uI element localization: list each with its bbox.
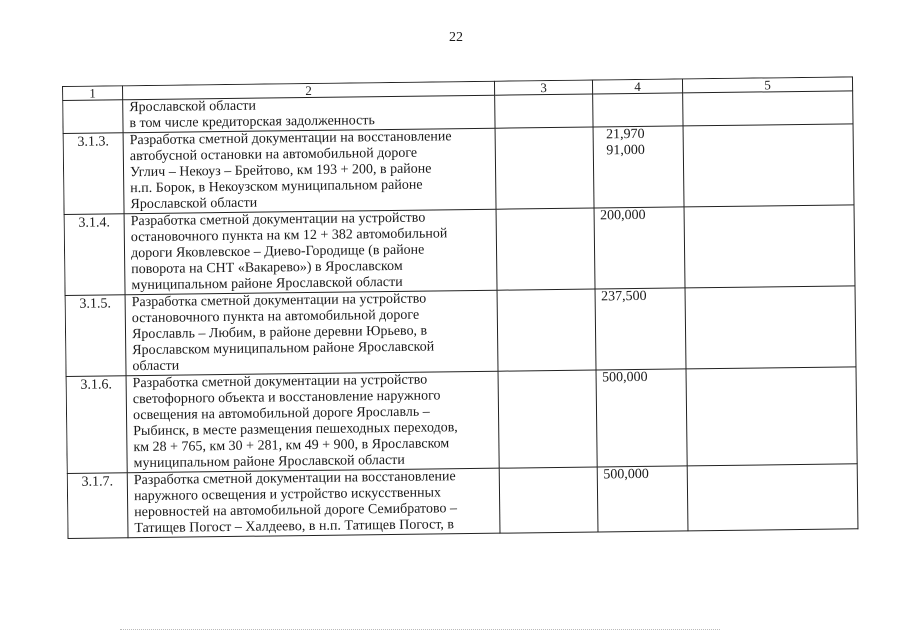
row-col3 xyxy=(498,370,597,468)
row-col5 xyxy=(686,367,857,466)
amount-value: 91,000 xyxy=(606,142,645,159)
row-col4 xyxy=(595,288,686,370)
row-number: 3.1.3. xyxy=(63,133,124,215)
table-row xyxy=(65,286,856,377)
row-col5 xyxy=(684,205,855,288)
description-line: Разработка сметной документации на устройство xyxy=(130,210,426,230)
description-line: дороги Яковлевское – Диево-Городище (в районе xyxy=(130,242,425,262)
row-number: 3.1.6. xyxy=(66,376,127,474)
description-line: Углич – Некоуз – Брейтово, км 193 + 200, в районе xyxy=(129,161,432,181)
row-description xyxy=(124,209,497,295)
row-number: 3.1.5. xyxy=(65,295,126,377)
header-col-5: 5 xyxy=(682,77,852,93)
description-line: автобусной остановки на автомобильной дороге xyxy=(129,145,418,165)
row-description xyxy=(123,95,495,133)
scan-artifact-divider xyxy=(120,629,720,634)
page-number: 22 xyxy=(449,30,463,45)
amount-value: 500,000 xyxy=(602,369,648,386)
table-row xyxy=(66,367,857,474)
row-description xyxy=(126,371,499,473)
description-line: н.п. Борок, в Некоузском муниципальном районе xyxy=(130,177,423,197)
description-line: Татищев Погост – Халдеево, в н.п. Татищев Погост, в xyxy=(134,517,455,537)
row-col5 xyxy=(683,124,854,207)
description-line: Ярославской области xyxy=(130,195,258,213)
row-col3 xyxy=(499,467,598,533)
row-col5 xyxy=(685,286,856,369)
debt-value: 21,970 xyxy=(606,126,645,143)
row-description xyxy=(127,468,500,538)
description-line: Разработка сметной документации на устройство xyxy=(131,291,427,311)
description-line: области xyxy=(132,358,180,375)
budget-table xyxy=(62,76,858,539)
row-col3 xyxy=(495,94,593,128)
table-row xyxy=(64,205,855,296)
description-line: поворота на СНТ «Вакарево») в Ярославском xyxy=(131,258,403,278)
row-col4 xyxy=(593,126,684,208)
row-number: 3.1.4. xyxy=(64,214,125,296)
description-line: остановочного пункта на автомобильной дороге xyxy=(131,307,420,327)
description-line: в том числе кредиторская задолженность xyxy=(129,113,375,132)
row-description xyxy=(123,128,496,214)
description-line: Ярославском муниципальном районе Ярославской xyxy=(132,339,435,359)
row-col5 xyxy=(683,91,853,126)
description-line: муниципальном районе Ярославской области xyxy=(131,274,403,294)
amount-value: 200,000 xyxy=(600,207,646,224)
description-line: км 28 + 765, км 30 + 281, км 49 + 900, в Ярославском xyxy=(133,436,450,456)
description-line: Ярославль – Любим, в районе деревни Юрьево, в xyxy=(131,323,428,343)
budget-table-container xyxy=(62,76,862,606)
row-col4 xyxy=(593,93,683,127)
description-line: Разработка сметной документации на устройство xyxy=(132,372,428,392)
row-col4 xyxy=(594,207,685,289)
row-col4 xyxy=(597,466,688,532)
row-col3 xyxy=(495,127,594,209)
row-col4 xyxy=(596,369,687,467)
header-col-1: 1 xyxy=(63,86,123,101)
row-description xyxy=(125,290,498,376)
description-line: Ярославской области xyxy=(129,98,257,116)
row-number xyxy=(63,100,123,134)
description-line: муниципальном районе Ярославской области xyxy=(133,452,405,472)
row-col3 xyxy=(497,289,596,371)
amount-value: 500,000 xyxy=(603,466,649,483)
description-line: светофорного объекта и восстановление наружного xyxy=(132,388,441,408)
description-line: остановочного пункта на км 12 + 382 автомобильной xyxy=(130,226,448,246)
description-line: Разработка сметной документации на восстановление xyxy=(129,129,452,149)
row-col5 xyxy=(687,464,858,531)
table-row xyxy=(63,124,854,215)
description-line: Рыбинск, в месте размещения пешеходных переходов, xyxy=(133,420,458,440)
description-line: освещения на автомобильной дороге Ярославль – xyxy=(132,404,430,424)
row-col3 xyxy=(496,208,595,290)
description-line: неровностей на автомобильной дороге Семибратово – xyxy=(134,501,458,521)
description-line: наружного освещения и устройство искусственных xyxy=(133,485,442,505)
header-col-3: 3 xyxy=(494,80,592,95)
description-line: Разработка сметной документации на восстановление xyxy=(133,469,456,489)
table-row xyxy=(67,464,858,539)
header-col-2: 2 xyxy=(123,81,495,100)
header-col-4: 4 xyxy=(592,79,682,94)
row-number: 3.1.7. xyxy=(67,473,128,539)
amount-value: 237,500 xyxy=(601,288,647,305)
